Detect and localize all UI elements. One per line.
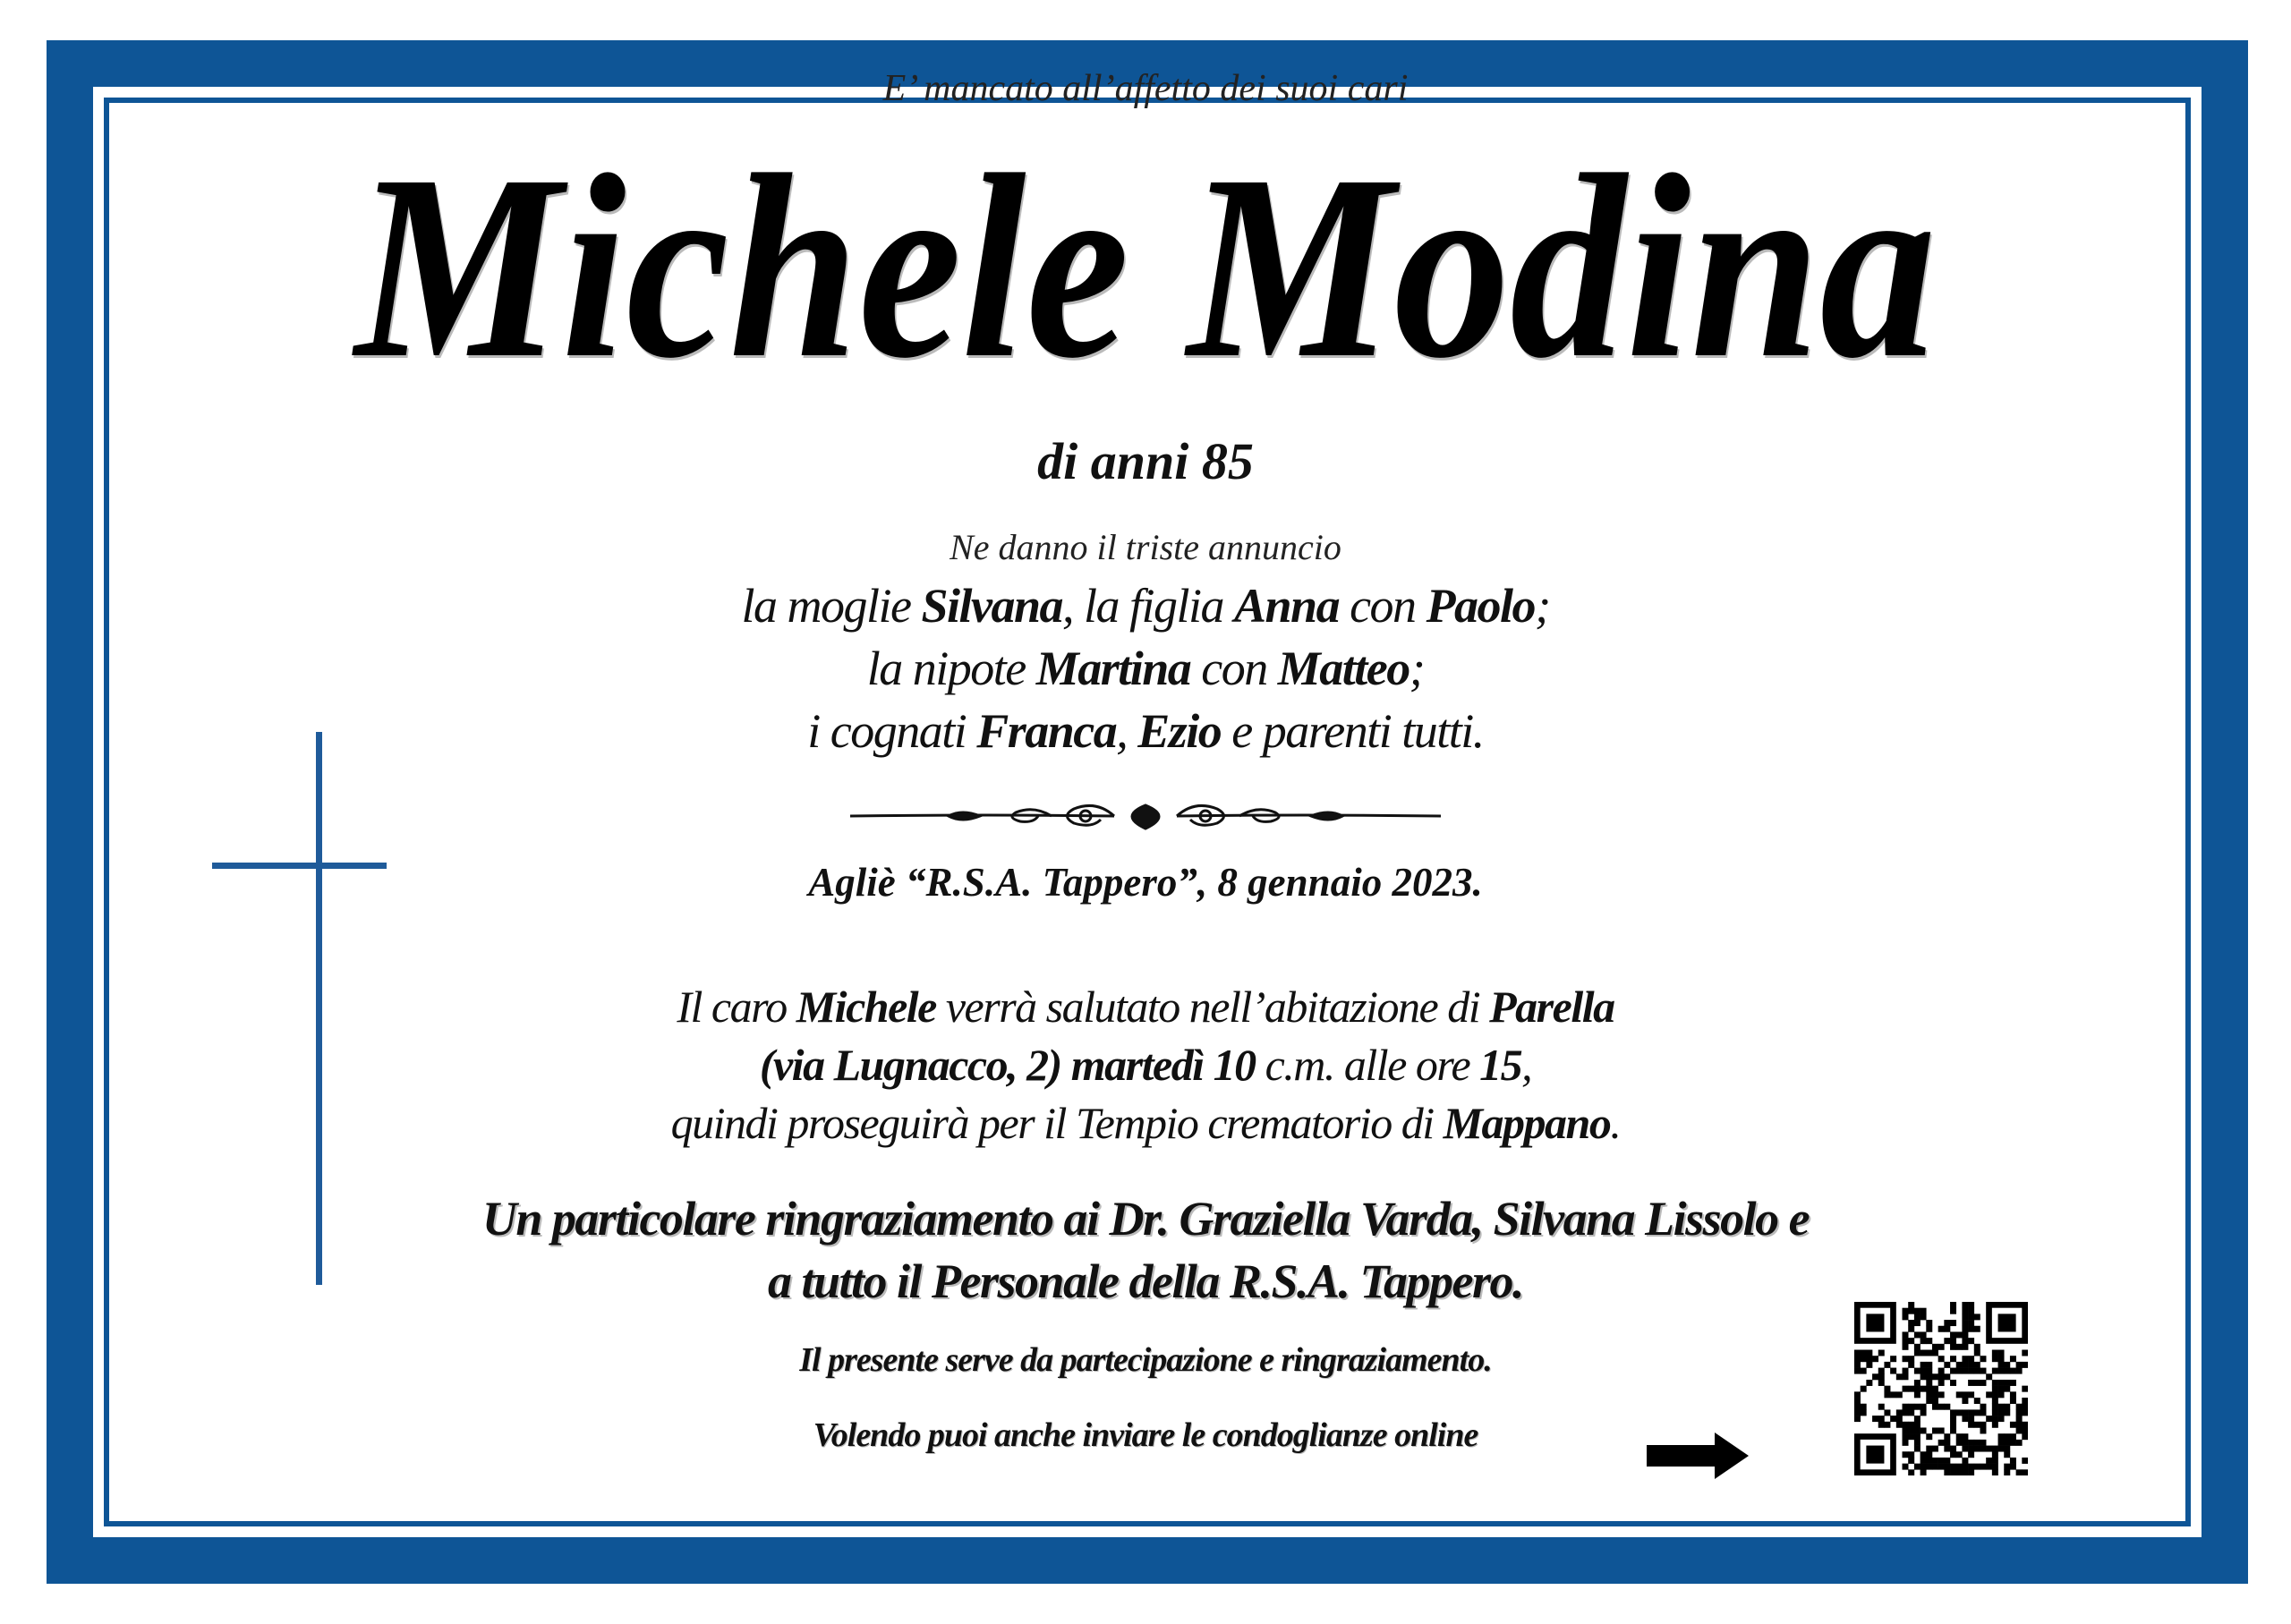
funeral-line-2: (via Lugnacco, 2) martedì 10 c.m. alle ore 15, [759, 1040, 1532, 1090]
place-date: Agliè “R.S.A. Tappero”, 8 gennaio 2023. [808, 860, 1483, 905]
announcement-text: Ne danno il triste annuncio [950, 527, 1341, 567]
flourish-divider-icon [846, 789, 1445, 843]
thanks-line-1: Un particolare ringraziamento ai Dr. Graziella Varda, Silvana Lissolo e [481, 1192, 1810, 1246]
funeral-line-3: quindi proseguirà per il Tempio crematorio di Mappano. [670, 1098, 1621, 1148]
condolences-note: Volendo puoi anche inviare le condoglianze online [813, 1416, 1478, 1454]
family-line-1: la moglie Silvana, la figlia Anna con Paolo; [741, 579, 1550, 633]
participation-note: Il presente serve da partecipazione e ringraziamento. [799, 1341, 1492, 1379]
family-line-2: la nipote Martina con Matteo; [866, 642, 1425, 695]
thanks-line-2: a tutto il Personale della R.S.A. Tappero. [767, 1254, 1524, 1308]
latin-cross-icon [163, 689, 387, 1288]
funeral-line-1: Il caro Michele verrà salutato nell’abitazione di Parella [677, 982, 1614, 1032]
right-arrow-icon [1645, 1429, 1752, 1483]
qr-code-icon[interactable] [1854, 1302, 2028, 1475]
family-line-3: i cognati Franca, Ezio e parenti tutti. [807, 704, 1484, 758]
age-text: di anni 85 [1037, 432, 1254, 490]
deceased-name: Michele Modina [354, 120, 1937, 412]
intro-text: E’ mancato all’affetto dei suoi cari [882, 68, 1409, 109]
